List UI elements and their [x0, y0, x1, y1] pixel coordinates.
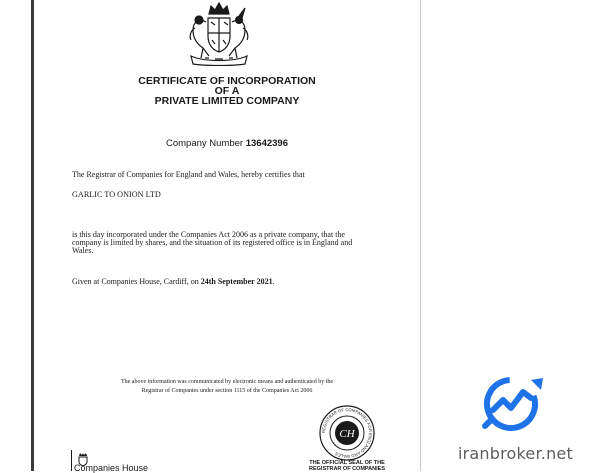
given-suffix: .: [272, 277, 275, 286]
companies-house-label: Companies House: [74, 463, 149, 473]
certificate-title-line: CERTIFICATE OF INCORPORATION: [138, 75, 316, 87]
certificate-title-line: OF A: [214, 85, 240, 97]
company-number-label: Company Number: [165, 138, 244, 149]
company-number-row: [34, 138, 420, 149]
certificate-title: [34, 76, 420, 106]
seal-caption-line: REGISTRAR OF COMPANIES: [309, 466, 385, 472]
company-number-value: 13642396: [245, 138, 288, 149]
given-at-statement: [72, 278, 275, 286]
royal-coat-of-arms-icon: [179, 0, 259, 66]
certificate-title-line: PRIVATE LIMITED COMPANY: [154, 95, 300, 107]
registrar-seal-icon: [318, 404, 376, 462]
iranbroker-logo-icon: [477, 370, 549, 436]
authentication-note-line: Registrar of Companies under section 1115 of the Companies Act 2006: [141, 388, 313, 394]
authentication-note-line: The above information was communicated by electronic means and authenticated by the: [120, 379, 334, 385]
incorporation-statement: is this day incorporated under the Companies Act 2006 as a private company, that the company is limited by shares, and the situation of its registered office is in England and Wales.: [72, 230, 353, 255]
seal-caption-line: THE OFFICIAL SEAL OF THE: [309, 460, 385, 466]
incorporation-date: 24th September 2021: [200, 277, 273, 286]
seal-caption: [296, 460, 398, 472]
authentication-note: [34, 378, 420, 396]
watermark-text: iranbroker.net: [458, 444, 573, 463]
certifies-statement: The Registrar of Companies for England and Wales, hereby certifies that: [72, 170, 305, 179]
companies-house-divider: [71, 450, 72, 471]
seal-ring-text: REGISTRAR OF COMPANIES FOR ENGLAND AND WALES: [320, 406, 374, 460]
seal-monogram: CH: [339, 428, 355, 440]
certificate-document: [34, 0, 421, 471]
company-name: GARLIC TO ONION LTD: [72, 190, 161, 199]
given-prefix: Given at Companies House, Cardiff, on: [72, 277, 199, 286]
